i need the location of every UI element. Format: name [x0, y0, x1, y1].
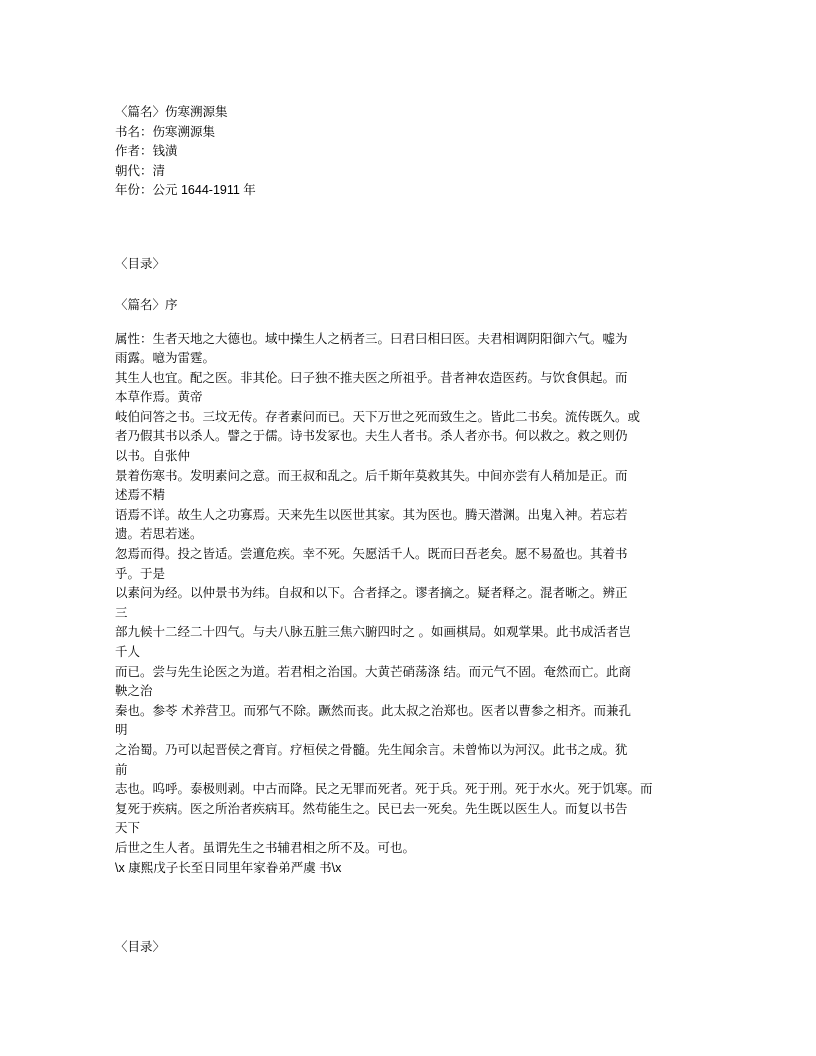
document-content — [115, 103, 705, 958]
text-line: 景着伤寒书。发明素问之意。而王叔和乱之。后千斯年莫救其失。中间亦尝有人稍加是正。而 — [115, 468, 628, 483]
preface-tag: 〈篇名〉序 — [115, 298, 178, 312]
page-title: 〈篇名〉伤寒溯源集 — [115, 105, 228, 119]
meta-book-name: 书名：伤寒溯源集 — [115, 124, 216, 139]
text-line: 秦也。参苓 术养营卫。而邪气不除。蹶然而丧。此太叔之治郑也。医者以曹参之相齐。而兼孔 — [115, 703, 631, 718]
text-line: 遗。若思若迷。 — [115, 527, 203, 542]
text-line: 属性：生者天地之大德也。域中操生人之柄者三。曰君曰相曰医。夫君相调阴阳御六气。嘘为 — [115, 331, 628, 346]
text-line: 而已。尝与先生论医之为道。若君相之治国。大黄芒硝荡涤 结。而元气不固。奄然而亡。此商 — [115, 664, 631, 679]
text-line: \x 康熙戊子长至日同里年家眷弟严虞 书\x — [115, 860, 342, 875]
catalog-tag-top: 〈目录〉 — [115, 256, 166, 271]
meta-year: 年份：公元 1644-1911 年 — [115, 183, 256, 197]
text-line: 前 — [115, 762, 128, 777]
text-line: 岐伯问答之书。三坟无传。存者素问而已。天下万世之死而致生之。皆此二书矣。流传既久。或 — [115, 409, 641, 424]
text-line: 之治蜀。乃可以起晋侯之膏肓。疗桓侯之骨髓。先生闻余言。未曾怖以为河汉。此书之成。犹 — [115, 742, 628, 757]
text-line: 雨露。噫为雷霆。 — [115, 351, 216, 366]
text-line: 志也。呜呼。泰极则剥。中古而降。民之无罪而死者。死于兵。死于刑。死于水火。死于饥寒。而 — [115, 782, 653, 797]
text-line: 本草作焉。黄帝 — [115, 390, 203, 405]
text-line: 乎。于是 — [115, 566, 166, 581]
spacer-after-catalog-top — [115, 274, 705, 296]
text-line: 述焉不精 — [115, 488, 166, 503]
preface-body — [115, 330, 705, 879]
text-line: 以书。自张仲 — [115, 449, 191, 464]
spacer-after-preface-tag — [115, 316, 705, 330]
text-line: 部九候十二经二十四气。与夫八脉五脏三焦六腑四时之 。如画棋局。如观掌果。此书成活者岂 — [115, 625, 631, 640]
text-line: 千人 — [115, 645, 141, 659]
meta-dynasty: 朝代：清 — [115, 163, 166, 178]
text-line: 明 — [115, 723, 128, 738]
spacer-after-header — [115, 201, 705, 255]
text-line: 天下 — [115, 821, 141, 836]
text-line: 鞅之治 — [115, 684, 153, 699]
spacer-before-catalog-bottom — [115, 878, 705, 938]
text-line: 以素问为经。以仲景书为纬。自叔和以下。合者择之。谬者摘之。疑者释之。混者晰之。辨正 — [115, 586, 628, 601]
text-line: 者乃假其书以杀人。譬之于儒。诗书发冢也。夫生人者书。杀人者亦书。何以救之。救之则仍 — [115, 429, 628, 444]
meta-author: 作者：钱潢 — [115, 144, 178, 158]
text-line: 忽焉而得。投之皆适。尝邅危疾。幸不死。矢愿活千人。既而曰吾老矣。愿不易盈也。其着书 — [115, 547, 628, 562]
document-header — [115, 103, 705, 201]
text-line: 三 — [115, 605, 128, 620]
text-line: 后世之生人者。虽谓先生之书辅君相之所不及。可也。 — [115, 840, 416, 855]
text-line: 语焉不详。故生人之功寡焉。天来先生以医世其家。其为医也。腾天潜渊。出鬼入神。若忘若 — [115, 507, 628, 522]
catalog-tag-bottom: 〈目录〉 — [115, 940, 166, 955]
text-line: 复死于疾病。医之所治者疾病耳。然苟能生之。民已去一死矣。先生既以医生人。而复以书告 — [115, 801, 628, 816]
text-line: 其生人也宜。配之医。非其伦。曰子独不推夫医之所祖乎。昔者神农造医药。与饮食俱起。而 — [115, 370, 628, 385]
